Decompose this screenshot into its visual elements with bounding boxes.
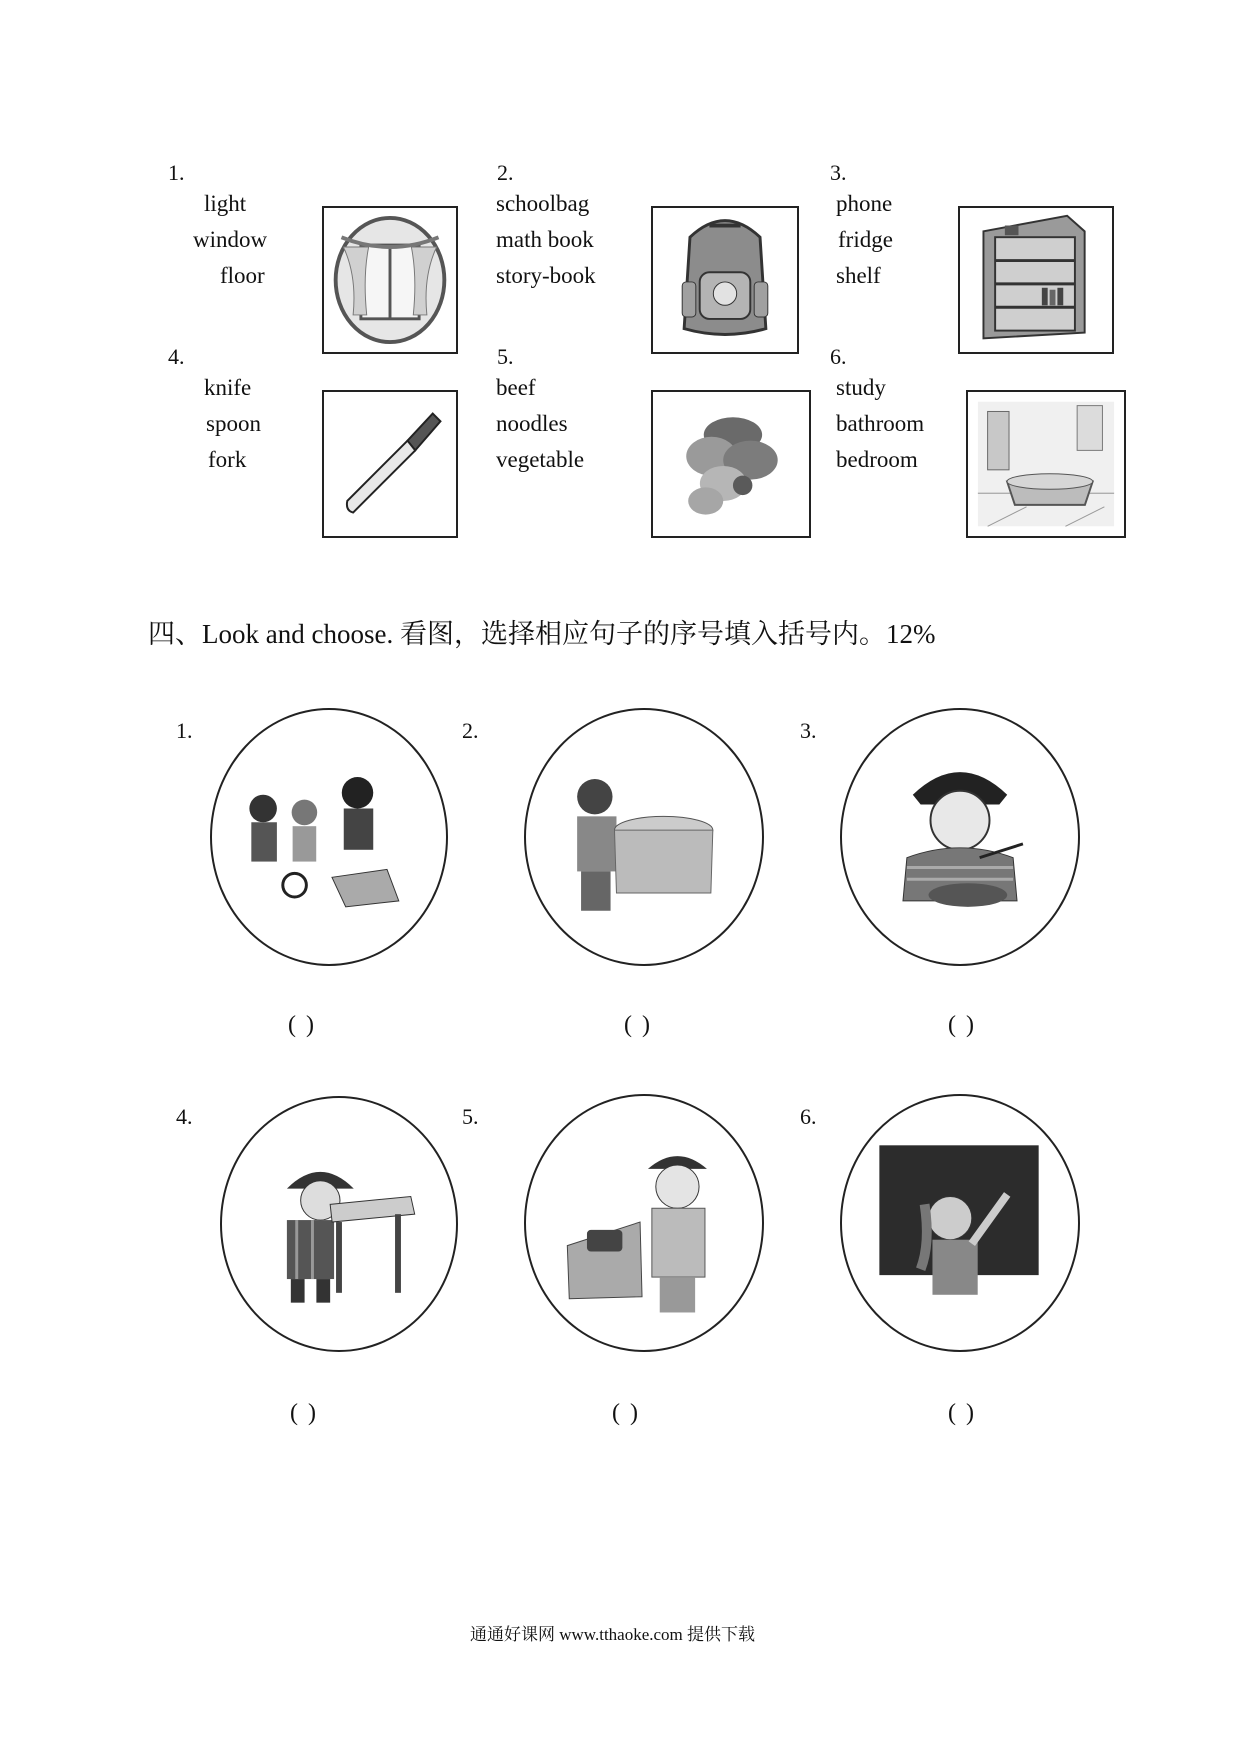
- girl-at-blackboard-icon: [840, 1094, 1080, 1352]
- answer-blank[interactable]: ( ): [290, 1400, 318, 1426]
- word-option: study: [836, 375, 886, 400]
- word-option: story-book: [496, 263, 596, 288]
- item-number: 3.: [830, 160, 847, 185]
- answer-blank[interactable]: ( ): [288, 1012, 316, 1038]
- vegetable-icon: [651, 390, 811, 538]
- item-number: 3.: [800, 718, 817, 743]
- footer-credit: 通通好课网 www.tthaoke.com 提供下载: [470, 1625, 756, 1644]
- word-option: fork: [208, 447, 247, 472]
- item-number: 5.: [462, 1104, 479, 1129]
- window-icon: [322, 206, 458, 354]
- word-option: knife: [204, 375, 252, 400]
- word-option: fridge: [838, 227, 893, 252]
- word-option: bedroom: [836, 447, 918, 472]
- answer-blank[interactable]: ( ): [948, 1012, 976, 1038]
- kids-playing-icon: [210, 708, 448, 966]
- answer-blank[interactable]: ( ): [948, 1400, 976, 1426]
- boy-eating-noodles-icon: [840, 708, 1080, 966]
- word-option: bathroom: [836, 411, 925, 436]
- item-number: 2.: [462, 718, 479, 743]
- item-number: 1.: [168, 160, 185, 185]
- shelf-icon: [958, 206, 1114, 354]
- child-at-desk-icon: [220, 1096, 458, 1352]
- answer-blank[interactable]: ( ): [612, 1400, 640, 1426]
- word-option: vegetable: [496, 447, 585, 472]
- item-number: 2.: [497, 160, 514, 185]
- word-option: schoolbag: [496, 191, 590, 216]
- item-number: 6.: [830, 344, 847, 369]
- word-option: beef: [496, 375, 536, 400]
- word-option: phone: [836, 191, 893, 216]
- schoolbag-icon: [651, 206, 799, 354]
- boy-at-table-icon: [524, 708, 764, 966]
- word-option: noodles: [496, 411, 568, 436]
- bathroom-icon: [966, 390, 1126, 538]
- word-option: math book: [496, 227, 594, 252]
- section-4-heading: 四、Look and choose. 看图，选择相应句子的序号填入括号内。12%: [148, 619, 936, 649]
- item-number: 5.: [497, 344, 514, 369]
- word-option: window: [193, 227, 268, 252]
- knife-icon: [322, 390, 458, 538]
- word-option: light: [204, 191, 247, 216]
- boy-on-phone-icon: [524, 1094, 764, 1352]
- item-number: 4.: [176, 1104, 193, 1129]
- item-number: 4.: [168, 344, 185, 369]
- word-option: floor: [220, 263, 265, 288]
- word-option: shelf: [836, 263, 881, 288]
- answer-blank[interactable]: ( ): [624, 1012, 652, 1038]
- word-option: spoon: [206, 411, 261, 436]
- item-number: 1.: [176, 718, 193, 743]
- item-number: 6.: [800, 1104, 817, 1129]
